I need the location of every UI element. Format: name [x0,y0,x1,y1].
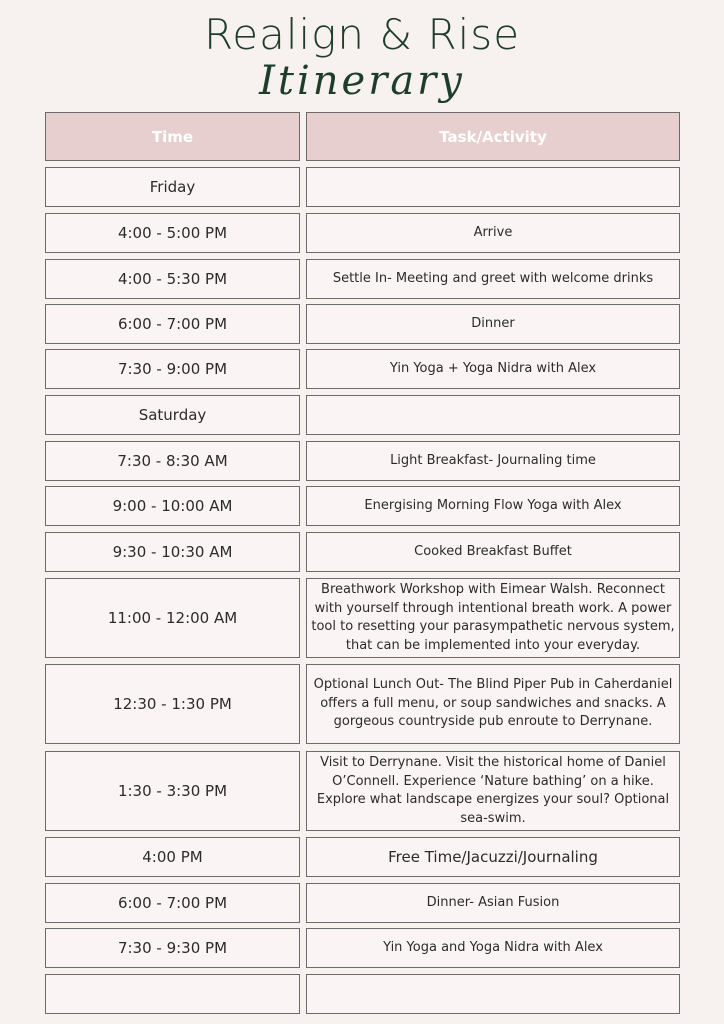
column-header-activity: Task/Activity [306,112,680,161]
page-subtitle: Itinerary [259,58,465,104]
table-row-time: Saturday [45,395,300,435]
table-row-activity: Light Breakfast- Journaling time [306,441,680,481]
table-row-time: 4:00 - 5:30 PM [45,259,300,299]
table-row-activity: Yin Yoga and Yoga Nidra with Alex [306,928,680,968]
table-row-time: 6:00 - 7:00 PM [45,883,300,923]
table-row-activity: Breathwork Workshop with Eimear Walsh. Reconnect with yourself through intentional breath work. A power tool to resetting your parasympathetic nervous system, that can be implemented into your everyday. [306,578,680,658]
table-row-activity: Energising Morning Flow Yoga with Alex [306,486,680,526]
table-row-time: 9:30 - 10:30 AM [45,532,300,572]
table-row-activity: Free Time/Jacuzzi/Journaling [306,837,680,877]
table-row-activity: Dinner [306,304,680,344]
table-row-time: 9:00 - 10:00 AM [45,486,300,526]
table-row-time: 4:00 PM [45,837,300,877]
table-row-time: 12:30 - 1:30 PM [45,664,300,744]
table-row-time: 7:30 - 9:00 PM [45,349,300,389]
table-row-time: 6:00 - 7:00 PM [45,304,300,344]
table-row-activity: Visit to Derrynane. Visit the historical home of Daniel O’Connell. Experience ‘Nature bathing’ on a hike. Explore what landscape energizes your soul? Optional sea-swim. [306,751,680,831]
table-row-activity: Yin Yoga + Yoga Nidra with Alex [306,349,680,389]
table-row-activity: Settle In- Meeting and greet with welcome drinks [306,259,680,299]
table-row-activity: Optional Lunch Out- The Blind Piper Pub in Caherdaniel offers a full menu, or soup sandwiches and snacks. A gorgeous countryside pub enroute to Derrynane. [306,664,680,744]
column-header-time: Time [45,112,300,161]
table-row-time: 7:30 - 9:30 PM [45,928,300,968]
table-row-activity [306,167,680,207]
table-row-time [45,974,300,1014]
table-row-activity: Dinner- Asian Fusion [306,883,680,923]
page-title: Realign & Rise [203,10,521,59]
table-row-time: 11:00 - 12:00 AM [45,578,300,658]
table-row-activity [306,974,680,1014]
table-row-time: 4:00 - 5:00 PM [45,213,300,253]
table-row-activity: Arrive [306,213,680,253]
table-row-activity [306,395,680,435]
table-row-activity: Cooked Breakfast Buffet [306,532,680,572]
table-row-time: 7:30 - 8:30 AM [45,441,300,481]
table-row-time: Friday [45,167,300,207]
table-row-time: 1:30 - 3:30 PM [45,751,300,831]
